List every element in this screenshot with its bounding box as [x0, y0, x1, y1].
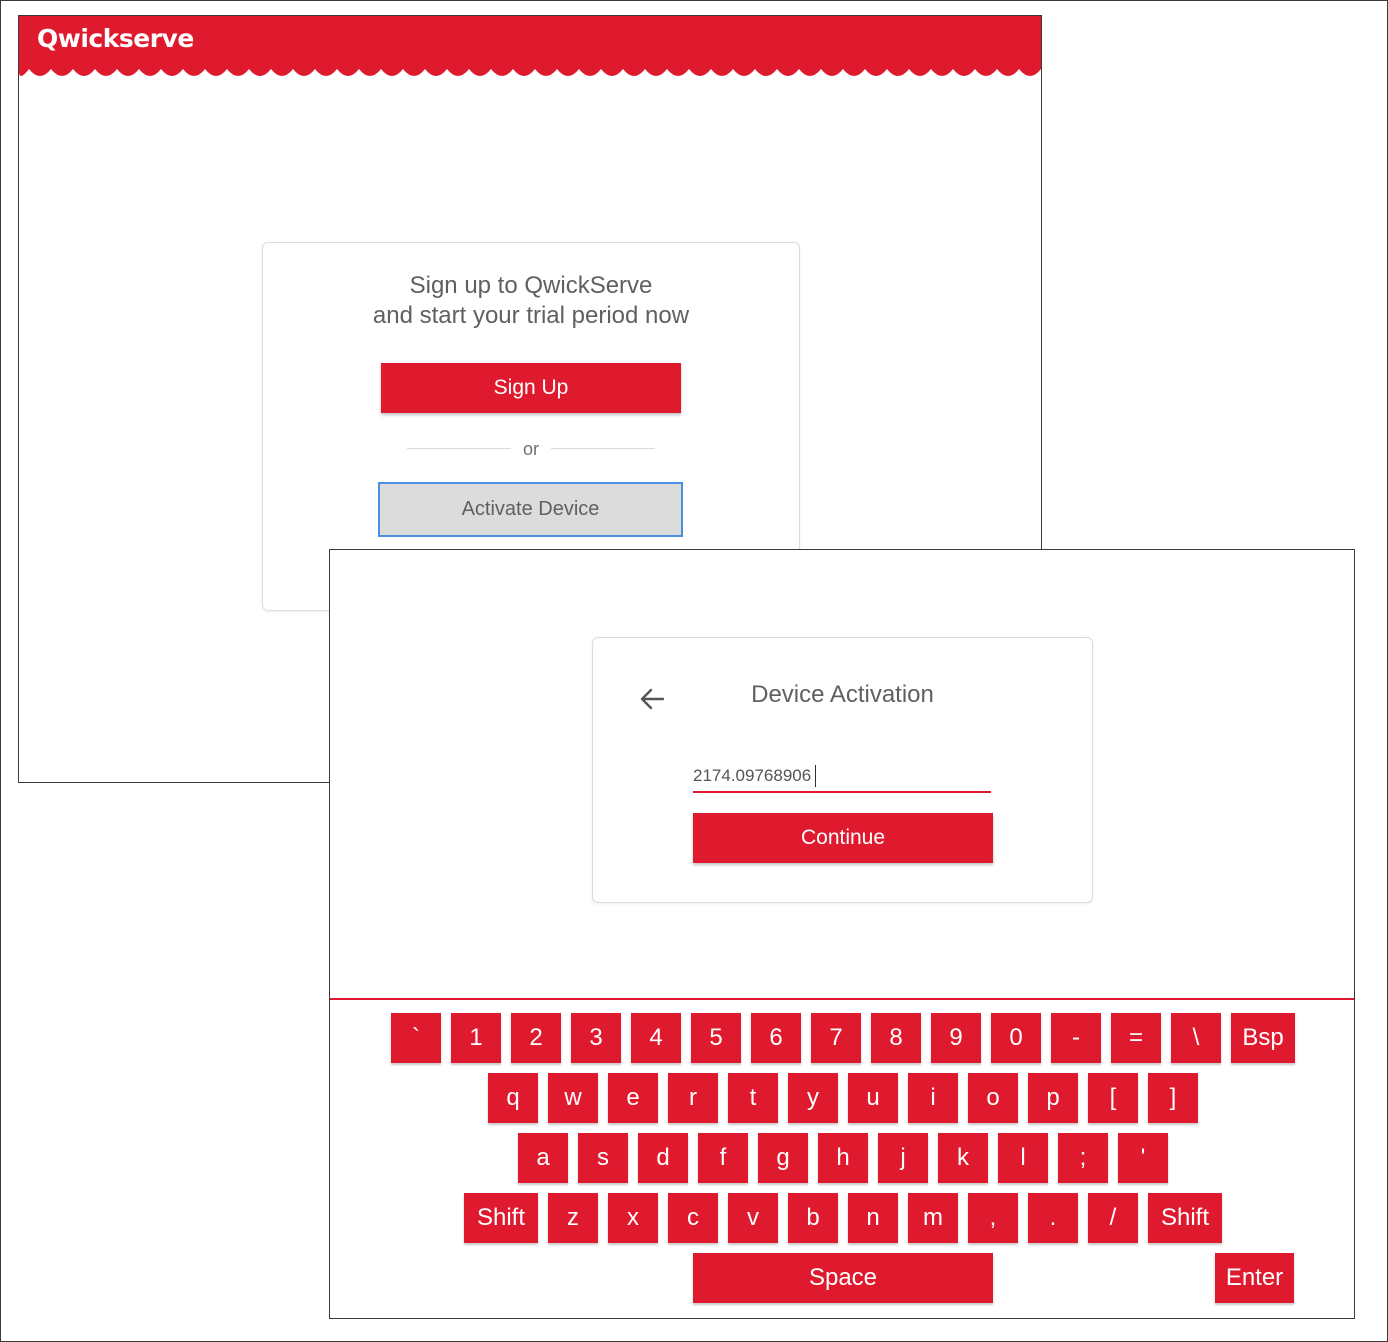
key-right-shift[interactable]: Shift — [1148, 1193, 1222, 1243]
key-0[interactable]: 0 — [991, 1013, 1041, 1063]
key-right-bracket[interactable]: ] — [1148, 1073, 1198, 1123]
key-z[interactable]: z — [548, 1193, 598, 1243]
signup-title-line2: and start your trial period now — [372, 302, 690, 329]
key-t[interactable]: t — [728, 1073, 778, 1123]
key-o[interactable]: o — [968, 1073, 1018, 1123]
key-backslash[interactable]: \ — [1171, 1013, 1221, 1063]
activation-window — [329, 549, 1355, 1319]
signup-card-title — [263, 271, 799, 331]
key-n[interactable]: n — [848, 1193, 898, 1243]
signup-title-line1: Sign up to QwickServe — [409, 272, 653, 299]
key-left-bracket[interactable]: [ — [1088, 1073, 1138, 1123]
key-j[interactable]: j — [878, 1133, 928, 1183]
continue-button[interactable]: Continue — [693, 813, 993, 863]
key-apostrophe[interactable]: ' — [1118, 1133, 1168, 1183]
key-w[interactable]: w — [548, 1073, 598, 1123]
key-a[interactable]: a — [518, 1133, 568, 1183]
or-label: or — [511, 439, 551, 460]
activation-code-input[interactable] — [693, 761, 991, 793]
key-q[interactable]: q — [488, 1073, 538, 1123]
device-activation-title: Device Activation — [751, 681, 934, 708]
key-6[interactable]: 6 — [751, 1013, 801, 1063]
key-8[interactable]: 8 — [871, 1013, 921, 1063]
key-1[interactable]: 1 — [451, 1013, 501, 1063]
key-h[interactable]: h — [818, 1133, 868, 1183]
key-3[interactable]: 3 — [571, 1013, 621, 1063]
sign-up-button[interactable]: Sign Up — [381, 363, 681, 413]
key-4[interactable]: 4 — [631, 1013, 681, 1063]
key-l[interactable]: l — [998, 1133, 1048, 1183]
key-enter[interactable]: Enter — [1215, 1253, 1294, 1303]
keyboard-top-border — [330, 998, 1354, 1000]
key-f[interactable]: f — [698, 1133, 748, 1183]
app-header — [19, 16, 1041, 68]
key-r[interactable]: r — [668, 1073, 718, 1123]
text-caret — [815, 765, 816, 787]
activate-device-button[interactable]: Activate Device — [378, 482, 683, 537]
key-space[interactable]: Space — [693, 1253, 993, 1303]
activation-card — [592, 637, 1093, 903]
app-logo: Qwickserve — [37, 24, 194, 53]
key-p[interactable]: p — [1028, 1073, 1078, 1123]
header-wave-edge — [19, 67, 1041, 77]
key-2[interactable]: 2 — [511, 1013, 561, 1063]
key-k[interactable]: k — [938, 1133, 988, 1183]
key-u[interactable]: u — [848, 1073, 898, 1123]
key-x[interactable]: x — [608, 1193, 658, 1243]
key-s[interactable]: s — [578, 1133, 628, 1183]
key-b[interactable]: b — [788, 1193, 838, 1243]
key-slash[interactable]: / — [1088, 1193, 1138, 1243]
key-period[interactable]: . — [1028, 1193, 1078, 1243]
key-left-shift[interactable]: Shift — [464, 1193, 538, 1243]
key-backtick[interactable]: ` — [391, 1013, 441, 1063]
key-i[interactable]: i — [908, 1073, 958, 1123]
key-semicolon[interactable]: ; — [1058, 1133, 1108, 1183]
key-5[interactable]: 5 — [691, 1013, 741, 1063]
key-y[interactable]: y — [788, 1073, 838, 1123]
key-e[interactable]: e — [608, 1073, 658, 1123]
key-m[interactable]: m — [908, 1193, 958, 1243]
key-d[interactable]: d — [638, 1133, 688, 1183]
key-7[interactable]: 7 — [811, 1013, 861, 1063]
key-g[interactable]: g — [758, 1133, 808, 1183]
key-v[interactable]: v — [728, 1193, 778, 1243]
key-bsp[interactable]: Bsp — [1231, 1013, 1295, 1063]
key-equals[interactable]: = — [1111, 1013, 1161, 1063]
key-comma[interactable]: , — [968, 1193, 1018, 1243]
key-9[interactable]: 9 — [931, 1013, 981, 1063]
key-c[interactable]: c — [668, 1193, 718, 1243]
key-minus[interactable]: - — [1051, 1013, 1101, 1063]
